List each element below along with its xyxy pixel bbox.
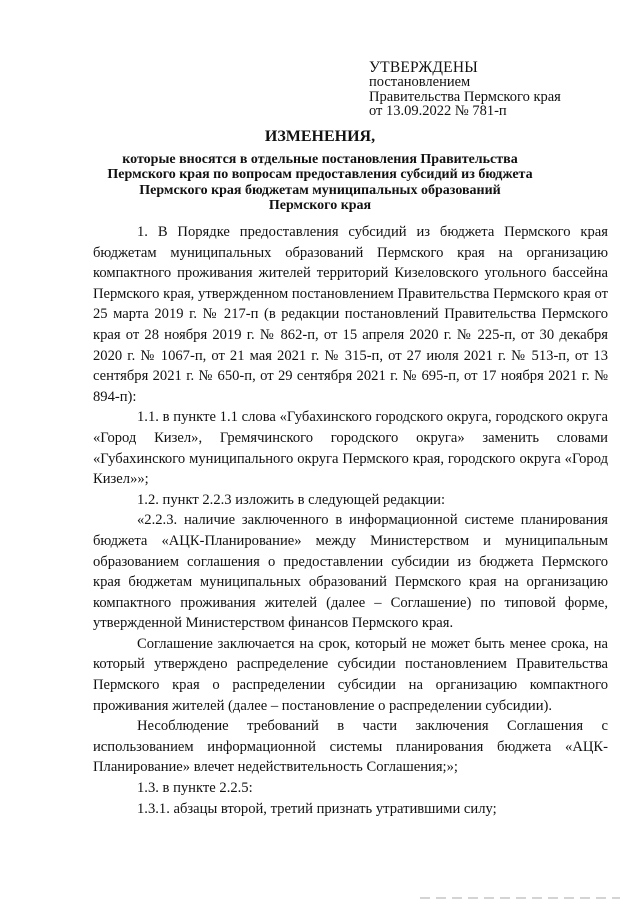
approval-title: УТВЕРЖДЕНЫ [369, 59, 478, 76]
paragraph-item-1-3-1: 1.3.1. абзацы второй, третий признать утратившими силу; [137, 800, 497, 817]
scan-edge-mark [420, 897, 620, 899]
subtitle-line-1: которые вносятся в отдельные постановления Правительства [122, 152, 518, 167]
paragraph-noncompliance: Несоблюдение требований в части заключения Соглашения с использованием информационной системы планирования бюджета «АЦК-Планирование» влечет недействительность Соглашения;»; [93, 718, 608, 776]
document-title: ИЗМЕНЕНИЯ, [264, 128, 376, 145]
paragraph-item-1-2: 1.2. пункт 2.2.3 изложить в следующей редакции: [137, 491, 446, 508]
document-subtitle [0, 152, 640, 213]
paragraph-item-1-1: 1.1. в пункте 1.1 слова «Губахинского городского округа, городского округа «Город Кизел», Гремячинского городского округа» заменить словами «Губахинского муниципального округа Пермского края, городского округа «Город Кизел»»; [93, 409, 608, 488]
approval-line-1: постановлением [369, 74, 471, 90]
subtitle-line-2: Пермского края по вопросам предоставления субсидий из бюджета [107, 167, 533, 183]
approval-stamp [369, 60, 619, 119]
subtitle-line-3: Пермского края бюджетам муниципальных образований [139, 182, 501, 198]
paragraph-item-1-3: 1.3. в пункте 2.2.5: [137, 780, 253, 797]
paragraph-clause-2-2-3: «2.2.3. наличие заключенного в информационной системе планирования бюджета «АЦК-Планирование» между Министерством и муниципальным образованием соглашения о предоставлении субсидии из бюджета Пермского края бюджетам муниципальных образований Пермского края на организацию компактного проживания жителей (далее – Соглашение) по типовой форме, утвержденной Министерством финансов Пермского края. [93, 512, 608, 632]
document-body [93, 222, 608, 819]
approval-line-2: Правительства Пермского края [369, 88, 561, 105]
approval-line-3: от 13.09.2022 № 781-п [369, 103, 507, 119]
paragraph-item-1: 1. В Порядке предоставления субсидий из бюджета Пермского края бюджетам муниципальных образований Пермского края на организацию компактного проживания жителей территорий Кизеловского угольного бассейна Пермского края, утвержденном постановлением Правительства Пермского края от 25 марта 2019 г. № 217-п (в редакции постановлений Правительства Пермского края от 28 ноября 2019 г. № 862-п, от 15 апреля 2020 г. № 225-п, от 30 декабря 2020 г. № 1067-п, от 21 мая 2021 г. № 315-п, от 27 июля 2021 г. № 513-п, от 13 сентября 2021 г. № 650-п, от 29 сентября 2021 г. № 695-п, от 17 ноября 2021 г. № 894-п): [93, 224, 608, 405]
subtitle-line-4: Пермского края [268, 197, 372, 213]
paragraph-agreement-term: Соглашение заключается на срок, который не может быть менее срока, на который утверждено распределение субсидии постановлением Правительства Пермского края о распределении субсидии на организацию компактного проживания жителей (далее – постановление о распределении субсидии). [93, 635, 608, 714]
